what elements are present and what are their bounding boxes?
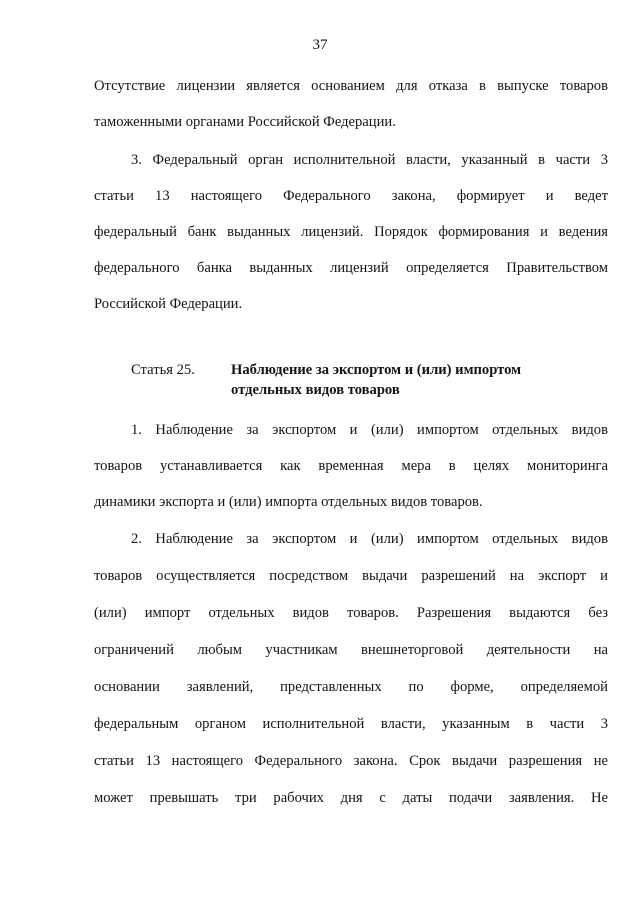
page-number: 37 [312, 37, 328, 53]
paragraph-3-line: 1. Наблюдение за экспортом и (или) импортом отдельных видов [131, 422, 608, 438]
paragraph-2-line: статьи 13 настоящего Федерального закона, формирует и ведет [94, 188, 608, 204]
paragraph-4-line: (или) импорт отдельных видов товаров. Разрешения выдаются без [94, 605, 608, 621]
paragraph-4-line: ограничений любым участникам внешнеторговой деятельности на [94, 642, 608, 658]
paragraph-3-line: динамики экспорта и (или) импорта отдельных видов товаров. [94, 494, 483, 510]
article-title-line: Наблюдение за экспортом и (или) импортом [231, 362, 522, 378]
paragraph-2-line: Российской Федерации. [94, 296, 243, 312]
paragraph-2-line: федеральный банк выданных лицензий. Порядок формирования и ведения [94, 224, 608, 240]
paragraph-4-line: может превышать три рабочих дня с даты подачи заявления. Не [94, 790, 608, 806]
article-label: Статья 25. [131, 362, 195, 378]
paragraph-2-line: федерального банка выданных лицензий определяется Правительством [94, 260, 608, 276]
paragraph-4-line: федеральным органом исполнительной власти, указанным в части 3 [94, 716, 608, 732]
paragraph-4-line: статьи 13 настоящего Федерального закона. Срок выдачи разрешения не [94, 753, 608, 769]
paragraph-4-line: товаров осуществляется посредством выдачи разрешений на экспорт и [94, 568, 608, 584]
paragraph-4-line: основании заявлений, представленных по форме, определяемой [94, 679, 608, 695]
paragraph-4-line: 2. Наблюдение за экспортом и (или) импортом отдельных видов [131, 531, 608, 547]
paragraph-1-line: Отсутствие лицензии является основанием для отказа в выпуске товаров [94, 78, 608, 94]
paragraph-2-line: 3. Федеральный орган исполнительной власти, указанный в части 3 [131, 152, 608, 168]
article-title-line: отдельных видов товаров [231, 382, 400, 398]
paragraph-3-line: товаров устанавливается как временная мера в целях мониторинга [94, 458, 608, 474]
paragraph-1-line: таможенными органами Российской Федерации. [94, 114, 396, 130]
article-title [231, 360, 521, 400]
